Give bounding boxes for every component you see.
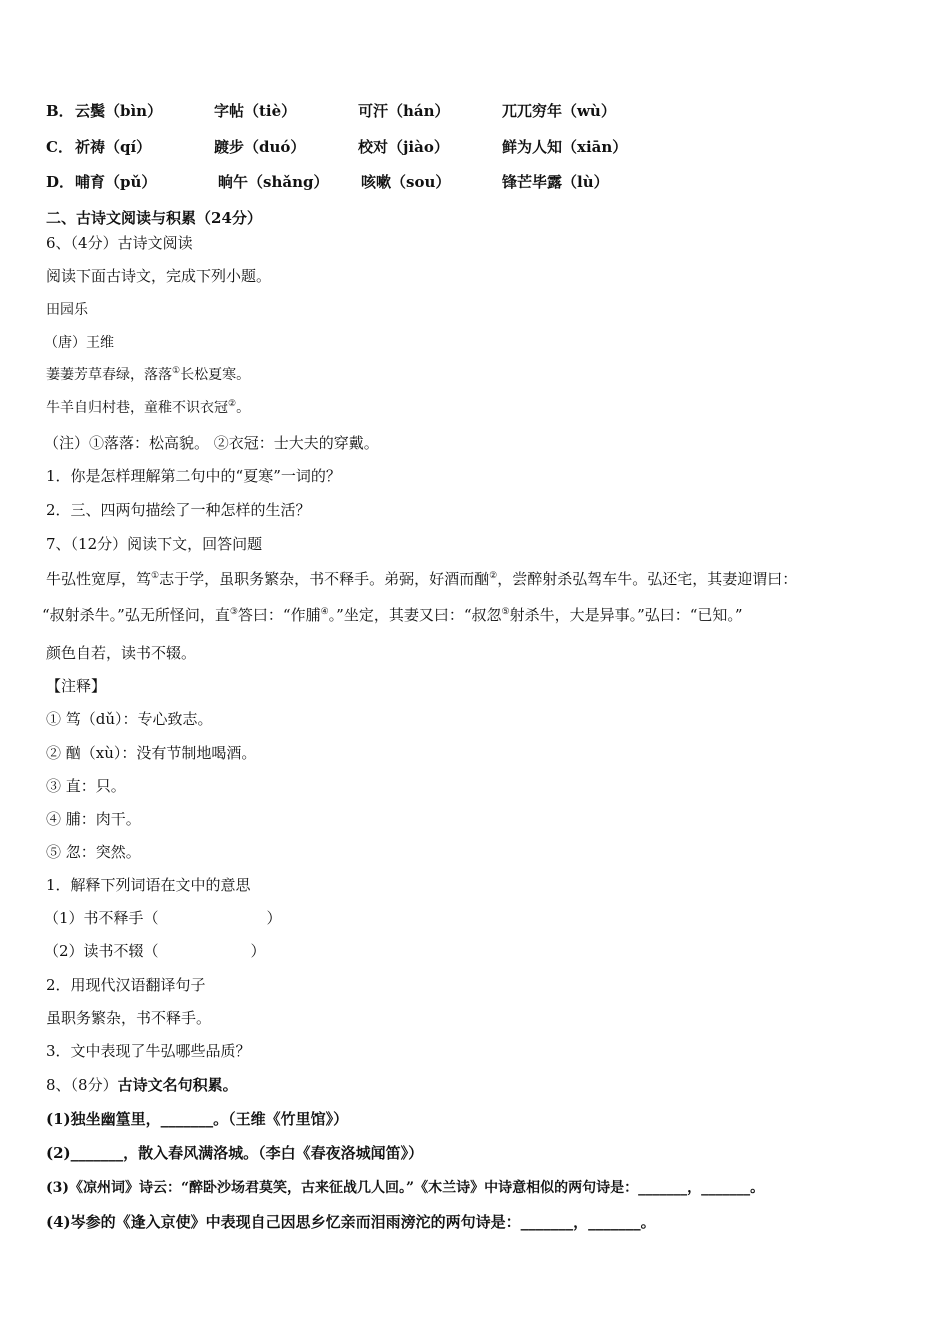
- section-2-title: 二、古诗文阅读与积累（24分）: [46, 209, 262, 227]
- q7-note-2: ② 酗（xù）：没有节制地喝酒。: [46, 744, 257, 762]
- option-c-item-3: 校对（jiào）: [358, 138, 449, 156]
- poem-author: （唐）王维: [44, 335, 114, 351]
- option-c-item-4: 鲜为人知（xiān）: [502, 138, 628, 156]
- q8-item-1: (1)独坐幽篁里，_______。（王维《竹里馆》）: [46, 1110, 349, 1128]
- option-label-c: C．: [46, 138, 73, 156]
- q7-passage-line-2: “叔射杀牛。”弘无所怪问，直③答曰：“作脯④。”坐定，其妻又曰：“叔忽⑤射杀牛，大是异事。”弘曰：“已知。”: [42, 606, 743, 624]
- option-c-item-1: 祈祷（qí）: [75, 138, 152, 156]
- q6-instruction: 阅读下面古诗文，完成下列小题。: [46, 267, 272, 285]
- option-d-item-1: 哺育（pǔ）: [75, 173, 157, 191]
- option-d-item-4: 锋芒毕露（lù）: [502, 173, 609, 191]
- q7-sub-1: 1．解释下列词语在文中的意思: [46, 876, 251, 894]
- option-label-b: B．: [46, 102, 74, 120]
- q7-sub-1-b: （2）读书不辍（ ）: [44, 942, 266, 960]
- q7-notes-title: 【注释】: [46, 677, 107, 695]
- q7-sub-2: 2．用现代汉语翻译句子: [46, 976, 206, 994]
- q7-sub-1-a: （1）书不释手（ ）: [44, 909, 282, 927]
- q8-item-3: (3)《凉州词》诗云：“醉卧沙场君莫笑，古来征战几人回。”《木兰诗》中诗意相似的两句诗是：_______，_______。: [46, 1180, 765, 1196]
- option-c-item-2: 踱步（duó）: [214, 138, 306, 156]
- q6-header: 6、（4分）古诗文阅读: [46, 234, 193, 252]
- q7-note-3: ③ 直：只。: [46, 777, 126, 795]
- option-b-item-2: 字帖（tiè）: [214, 102, 297, 120]
- q8-item-4: (4)岑参的《逢入京使》中表现自己因思乡忆亲而泪雨滂沱的两句诗是：_______，_______。: [46, 1213, 656, 1231]
- option-b-item-1: 云鬓（bìn）: [75, 102, 163, 120]
- poem-title: 田园乐: [46, 302, 88, 318]
- poem-note: （注）①落落：松高貌。 ②衣冠：士大夫的穿戴。: [44, 434, 379, 452]
- q8-header: 8、（8分）古诗文名句积累。: [46, 1076, 238, 1094]
- q8-item-2: (2)_______，散入春风满洛城。（李白《春夜洛城闻笛》）: [46, 1144, 424, 1162]
- option-label-d: D．: [46, 173, 75, 191]
- q7-passage-line-1: 牛弘性宽厚，笃①志于学，虽职务繁杂，书不释手。弟弼，好酒而酗②，尝醉射杀弘驾车牛。弘还宅，其妻迎谓曰：: [46, 570, 798, 588]
- q7-header: 7、（12分）阅读下文，回答问题: [46, 535, 263, 553]
- poem-line-2: 牛羊自归村巷，童稚不识衣冠②。: [46, 399, 251, 416]
- q6-sub-2: 2．三、四两句描绘了一种怎样的生活？: [46, 501, 311, 519]
- q7-passage-line-3: 颜色自若，读书不辍。: [46, 644, 197, 662]
- q7-sub-3: 3．文中表现了牛弘哪些品质？: [46, 1042, 251, 1060]
- q7-note-1: ① 笃（dǔ）：专心致志。: [46, 710, 213, 728]
- q6-sub-1: 1．你是怎样理解第二句中的“夏寒”一词的？: [46, 467, 341, 485]
- q7-note-5: ⑤ 忽：突然。: [46, 843, 141, 861]
- q7-note-4: ④ 脯：肉干。: [46, 810, 141, 828]
- option-b-item-3: 可汗（hán）: [358, 102, 450, 120]
- option-b-item-4: 兀兀穷年（wù）: [502, 102, 616, 120]
- q7-sub-2-text: 虽职务繁杂，书不释手。: [46, 1009, 212, 1027]
- option-d-item-3: 咳嗽（sou）: [361, 173, 451, 191]
- poem-line-1: 萋萋芳草春绿，落落①长松夏寒。: [46, 366, 251, 383]
- option-d-item-2: 晌午（shǎng）: [218, 173, 329, 191]
